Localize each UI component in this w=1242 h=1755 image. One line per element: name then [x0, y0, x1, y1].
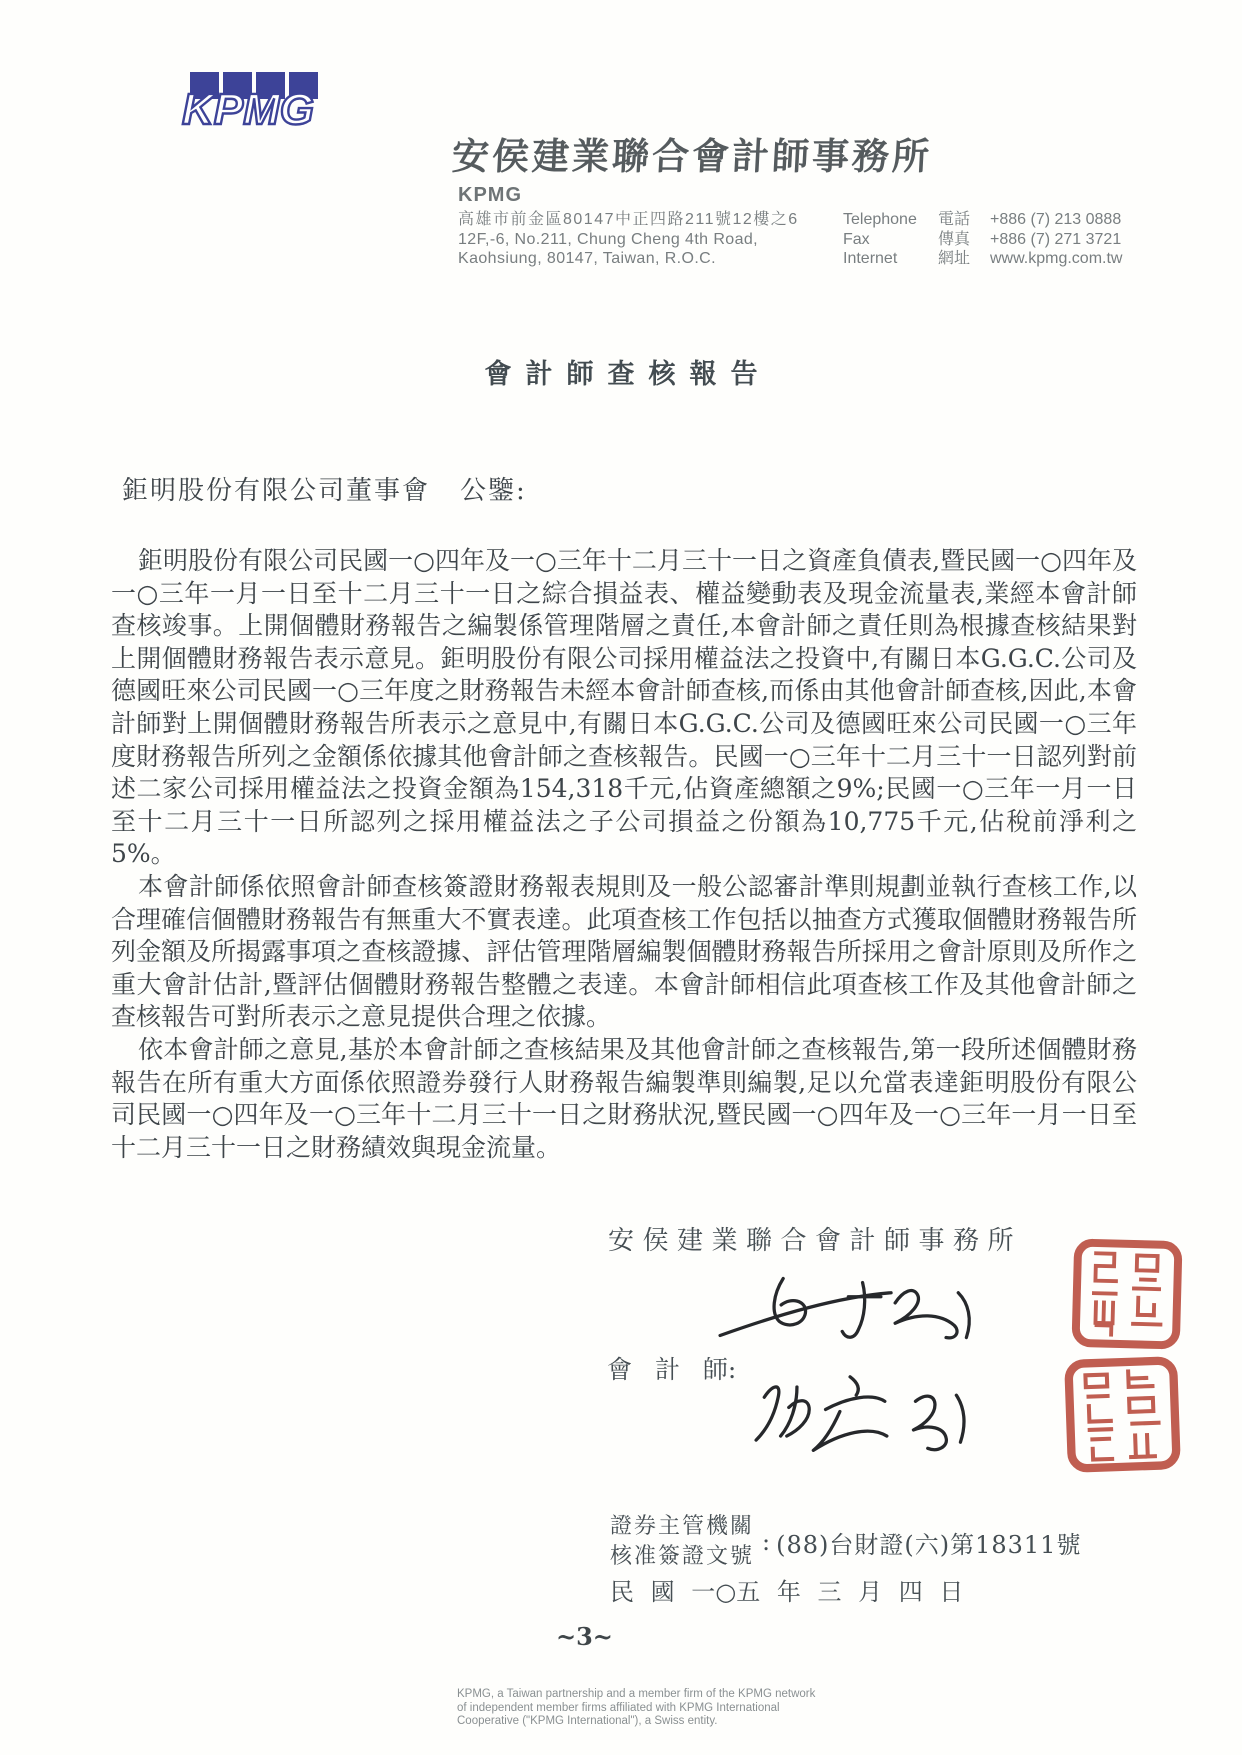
- contact-info: [843, 210, 1122, 269]
- contact-row-telephone: [843, 210, 1122, 230]
- footer-line-1: KPMG, a Taiwan partnership and a member firm of the KPMG network: [457, 1688, 816, 1700]
- footer-line-2: of independent member firms affiliated with KPMG International: [457, 1701, 780, 1714]
- accountant-label: 會 計 師:: [607, 1355, 737, 1384]
- firm-kpmg-label: KPMG: [458, 184, 522, 206]
- paragraph-opinion: 依本會計師之意見,基於本會計師之查核結果及其他會計師之查核報告,第一段所述個體財務報告在所有重大方面係依照證券發行人財務報告編製準則編製,足以允當表達鉅明股份有限公司民國一○四年及一○三年十二月三十一日之財務狀況,暨民國一○四年及一○三年一月一日至十二月三十一日之財務績效與現金流量。: [111, 1034, 1137, 1162]
- kpmg-logo: [182, 70, 332, 140]
- signature-firm-name: 安侯建業聯合會計師事務所: [608, 1226, 1023, 1256]
- contact-row-fax: [843, 230, 1122, 250]
- fax-value: +886 (7) 271 3721: [990, 230, 1122, 248]
- telephone-label-en: Telephone: [843, 211, 917, 228]
- fax-label-zh: 傳真: [938, 230, 971, 248]
- page-number: ~3~: [556, 1622, 613, 1651]
- addressee-name: 鉅明股份有限公司董事會: [122, 476, 431, 506]
- approval-label-line-1: 證券主管機關: [610, 1514, 755, 1539]
- approval-label-line-2: 核准簽證文號: [610, 1544, 755, 1569]
- approval-block: [610, 1512, 1081, 1572]
- approval-number: (88)台財證(六)第18311號: [776, 1530, 1082, 1559]
- kpmg-logo-word: KPMG: [182, 85, 314, 134]
- fax-label-en: Fax: [843, 230, 870, 248]
- internet-label-en: Internet: [843, 250, 898, 267]
- internet-label-zh: 網址: [938, 250, 971, 267]
- approval-colon: :: [762, 1528, 771, 1556]
- telephone-value: +886 (7) 213 0888: [990, 211, 1122, 228]
- internet-value: www.kpmg.com.tw: [990, 250, 1123, 267]
- report-body: [111, 545, 1137, 1164]
- addressee-line: [122, 470, 527, 507]
- footer-line-3: Cooperative ("KPMG International"), a Swiss entity.: [457, 1715, 718, 1727]
- contact-row-internet: [843, 249, 1122, 269]
- paragraph-scope: 鉅明股份有限公司民國一○四年及一○三年十二月三十一日之資產負債表,暨民國一○四年及一○三年一月一日至十二月三十一日之綜合損益表、權益變動表及現金流量表,業經本會計師查核竣事。上開個體財務報告之編製係管理階層之責任,本會計師之責任則為根據查核結果對上開個體財務報告表示意見。鉅明股份有限公司採用權益法之投資中,有關日本G.G.C.公司及德國旺來公司民國一○三年度之財務報告未經本會計師查核,而係由其他會計師查核,因此,本會計師對上開個體財務報告所表示之意見中,有關日本G.G.C.公司及德國旺來公司民國一○三年度財務報告所列之金額係依據其他會計師之查核報告。民國一○三年十二月三十一日認列對前述二家公司採用權益法之投資金額為154,318千元,佔資產總額之9%;民國一○三年一月一日至十二月三十一日所認列之採用權益法之子公司損益之份額為10,775千元,佔稅前淨利之5%。: [111, 546, 1137, 869]
- address-line-en-1: 12F,-6, No.211, Chung Cheng 4th Road,: [458, 230, 759, 248]
- partner-signature: [716, 1262, 1001, 1354]
- footer-disclaimer: [457, 1688, 832, 1729]
- firm-name-calligraphy: 安侯建業聯合會計師事務所: [450, 134, 934, 178]
- accountant-seal-icon: [1067, 1235, 1188, 1352]
- approval-labels: [610, 1512, 754, 1572]
- telephone-label-zh: 電話: [938, 211, 971, 228]
- address-line-en-2: Kaohsiung, 80147, Taiwan, R.O.C.: [458, 250, 716, 267]
- firm-address: [458, 210, 799, 269]
- salutation: 公鑒:: [460, 476, 527, 506]
- report-date: 民 國 一○五 年 三 月 四 日: [610, 1578, 964, 1606]
- address-line-zh: 高雄市前金區80147中正四路211號12樓之6: [458, 211, 799, 228]
- document-title: 會計師查核報告: [484, 359, 772, 390]
- accountant-seal-icon: [1059, 1353, 1186, 1476]
- paragraph-audit-basis: 本會計師係依照會計師查核簽證財務報表規則及一般公認審計準則規劃並執行查核工作,以合理確信個體財務報告有無重大不實表達。此項查核工作包括以抽查方式獲取個體財務報告所列金額及所揭露事項之查核證據、評估管理階層編製個體財務報告所採用之會計原則及所作之重大會計估計,暨評估個體財務報告整體之表達。本會計師相信此項查核工作及其他會計師之查核報告可對所表示之意見提供合理之依據。: [111, 871, 1137, 1032]
- accountant-signature: [752, 1366, 987, 1454]
